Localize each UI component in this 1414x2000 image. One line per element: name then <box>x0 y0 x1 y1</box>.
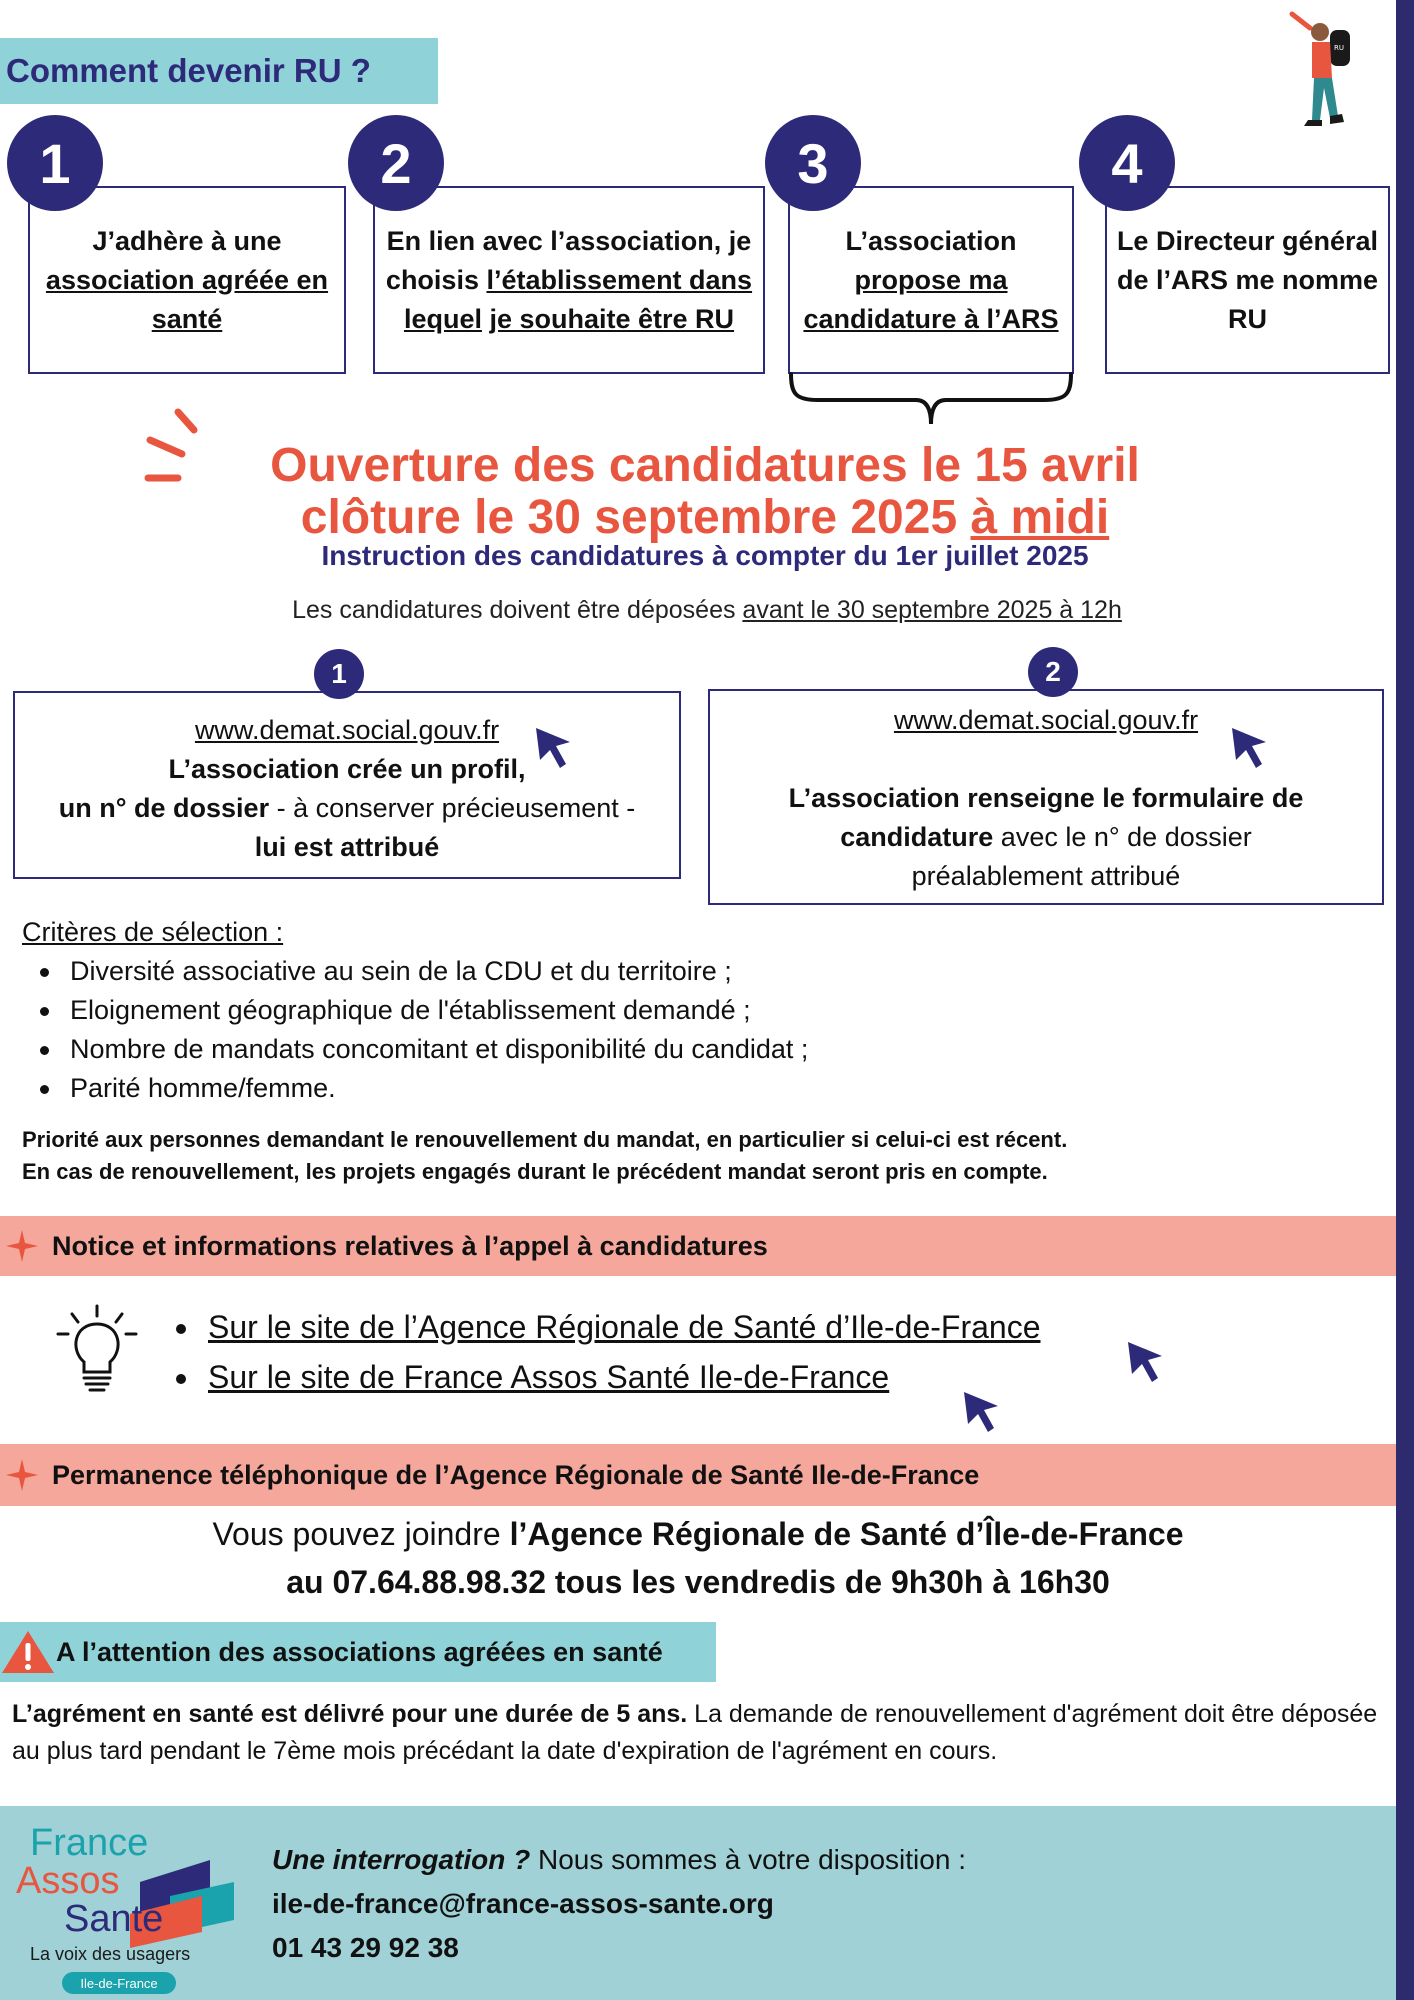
step-4-circle: 4 <box>1079 115 1175 211</box>
phone-band: Permanence téléphonique de l’Agence Régionale de Santé Ile-de-France <box>0 1444 1396 1506</box>
criteria-item: Parité homme/femme. <box>22 1069 1322 1108</box>
info-links <box>166 1302 1041 1402</box>
step-4-box: Le Directeur général de l’ARS me nomme RU <box>1105 186 1390 374</box>
demat-1-circle: 1 <box>314 649 364 699</box>
phone-number[interactable]: 01 43 29 92 38 <box>272 1932 459 1963</box>
demat-box-1: www.demat.social.gouv.fr L’association crée un profil, un n° de dossier - à conserver précieusement - lui est attribué <box>13 691 681 879</box>
france-assos-sante-logo: France Assos Santé La voix des usagers Ile-de-France <box>12 1820 242 1996</box>
criteria-item: Diversité associative au sein de la CDU et du territoire ; <box>22 952 1322 991</box>
phone-info: Vous pouvez joindre l’Agence Régionale de Santé d’Île-de-France au 07.64.88.98.32 tous les vendredis de 9h30h à 16h30 <box>212 1516 1184 1600</box>
demat-link-2[interactable]: www.demat.social.gouv.fr <box>893 705 1199 735</box>
selection-criteria: Critères de sélection : Diversité associative au sein de la CDU et du territoire ; Eloignement géographique de l'établissement demandé ; Nombre de mandats concomitant et disponibilité du candidat ; Parité homme/femme. <box>22 912 1322 1108</box>
cursor-icon <box>962 1390 1002 1434</box>
notice-band: Notice et informations relatives à l’appel à candidatures <box>0 1216 1396 1276</box>
cursor-icon <box>1230 726 1270 770</box>
criteria-item: Nombre de mandats concomitant et disponibilité du candidat ; <box>22 1030 1322 1069</box>
hiker-icon <box>1272 8 1362 143</box>
step-2-circle: 2 <box>348 115 444 211</box>
headline <box>130 440 1280 544</box>
warning-icon <box>0 1627 56 1677</box>
svg-text:RU: RU <box>1334 44 1344 52</box>
step-3-circle: 3 <box>765 115 861 211</box>
curly-brace <box>788 372 1074 428</box>
page-title: Comment devenir RU ? <box>0 38 438 104</box>
step-2-box: En lien avec l’association, je choisis l’établissement dans lequel je souhaite être RU <box>373 186 765 374</box>
subheadline: Instruction des candidatures à compter du 1er juillet 2025 <box>321 540 1089 571</box>
footer <box>0 1806 1396 2000</box>
headline-line-1: Ouverture des candidatures le 15 avril <box>270 439 1140 492</box>
step-1-box: J’adhère à une association agréée en santé <box>28 186 346 374</box>
cursor-icon <box>534 726 574 770</box>
star-icon <box>0 1226 52 1266</box>
right-edge-bar <box>1396 0 1414 2000</box>
demat-box-2: www.demat.social.gouv.fr L’association renseigne le formulaire de candidature avec le n° de dossier préalablement attribué <box>708 689 1384 905</box>
attention-tag: A l’attention des associations agréées en santé <box>0 1622 716 1682</box>
fas-link[interactable]: Sur le site de France Assos Santé Ile-de-France <box>208 1359 890 1395</box>
agrement-note: L’agrément en santé est délivré pour une durée de 5 ans. La demande de renouvellement d'agrément doit être déposée au plus tard pendant le 7ème mois précédant la date d'expiration de l'agrément en cours. <box>12 1700 1378 1765</box>
headline-line-2: clôture le 30 septembre 2025 à midi <box>300 491 1110 544</box>
email-link[interactable]: ile-de-france@france-assos-sante.org <box>272 1888 774 1919</box>
contact-info: Une interrogation ? Nous sommes à votre disposition : ile-de-france@france-assos-sante.org 01 43 29 92 38 <box>272 1838 966 1970</box>
demat-2-circle: 2 <box>1028 647 1078 697</box>
star-icon <box>0 1455 52 1495</box>
criteria-item: Eloignement géographique de l'établissement demandé ; <box>22 991 1322 1030</box>
priority-note: Priorité aux personnes demandant le renouvellement du mandat, en particulier si celui-ci est récent. En cas de renouvellement, les projets engagés durant le précédent mandat seront pris en compte. <box>22 1127 1068 1184</box>
cursor-icon <box>1126 1340 1166 1384</box>
step-3-box: L’association propose ma candidature à l’ARS <box>788 186 1074 374</box>
lightbulb-icon <box>54 1302 140 1392</box>
ars-link[interactable]: Sur le site de l’Agence Régionale de Santé d’Ile-de-France <box>208 1309 1041 1345</box>
deadline-text: Les candidatures doivent être déposées avant le 30 septembre 2025 à 12h <box>292 596 1122 624</box>
demat-link-1[interactable]: www.demat.social.gouv.fr <box>194 715 500 745</box>
step-1-circle: 1 <box>7 115 103 211</box>
